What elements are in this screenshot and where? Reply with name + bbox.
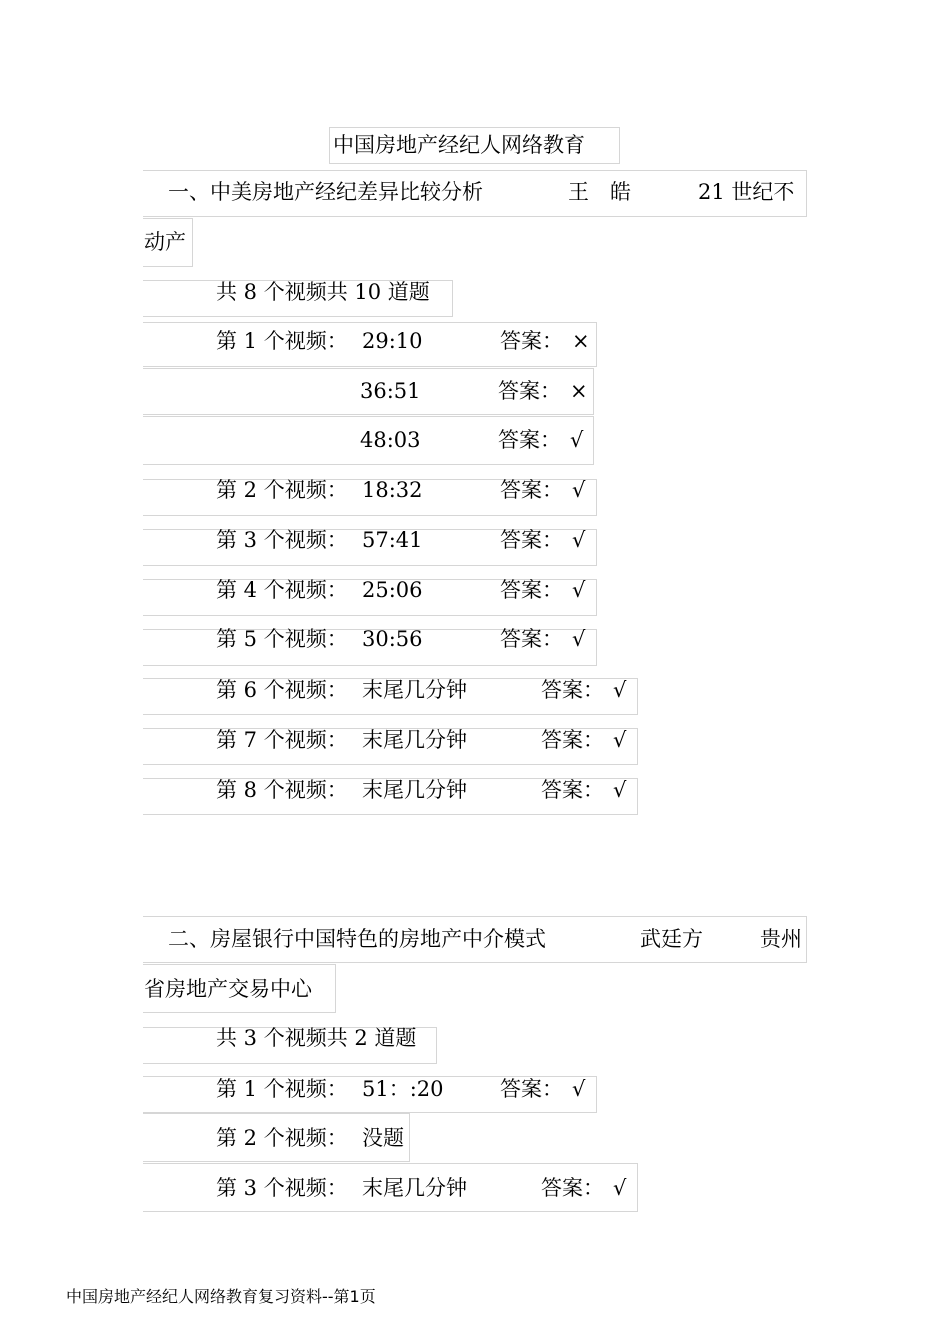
row-label: 第 3 个视频： <box>216 528 348 552</box>
row-answer-label: 答案： <box>541 1176 604 1200</box>
row-time: 没题 <box>362 1126 404 1150</box>
row-label: 第 3 个视频： <box>216 1176 348 1200</box>
row-time: 30:56 <box>362 627 423 651</box>
section1-author: 王 皓 <box>568 180 631 204</box>
row-label: 第 5 个视频： <box>216 627 348 651</box>
row-label: 第 2 个视频： <box>216 478 348 502</box>
row-answer-label: 答案： <box>500 329 563 353</box>
section2-org-part2: 省房地产交易中心 <box>144 977 312 1001</box>
row-label: 第 6 个视频： <box>216 678 348 702</box>
row-answer-label: 答案： <box>500 627 563 651</box>
row-answer: √ <box>572 1077 586 1101</box>
row-answer-label: 答案： <box>541 728 604 752</box>
page-footer: 中国房地产经纪人网络教育复习资料--第1页 <box>66 1287 376 1306</box>
section1-org-part2: 动产 <box>144 230 186 254</box>
row-answer: √ <box>572 478 586 502</box>
row-label: 第 7 个视频： <box>216 728 348 752</box>
section2-author: 武廷方 <box>640 927 703 951</box>
row-answer-label: 答案： <box>500 528 563 552</box>
row-answer: × <box>570 379 588 403</box>
section1-heading: 一、中美房地产经纪差异比较分析 <box>168 180 483 204</box>
page-title: 中国房地产经纪人网络教育 <box>333 133 585 157</box>
section1-summary: 共 8 个视频共 10 道题 <box>216 280 430 304</box>
row-answer: √ <box>572 578 586 602</box>
row-time: 18:32 <box>362 478 423 502</box>
row-time: 48:03 <box>360 428 421 452</box>
row-label: 第 1 个视频： <box>216 1077 348 1101</box>
section1-org-part1: 21 世纪不 <box>698 180 795 204</box>
row-time: 末尾几分钟 <box>362 778 467 802</box>
row-label: 第 1 个视频： <box>216 329 348 353</box>
row-time: 末尾几分钟 <box>362 678 467 702</box>
row-time: 25:06 <box>362 578 423 602</box>
row-time: 51：:20 <box>362 1077 444 1101</box>
row-answer-label: 答案： <box>500 578 563 602</box>
row-label: 第 8 个视频： <box>216 778 348 802</box>
row-answer: √ <box>613 1176 627 1200</box>
row-time: 29:10 <box>362 329 423 353</box>
row-answer-label: 答案： <box>500 1077 563 1101</box>
row-answer-label: 答案： <box>498 428 561 452</box>
row-time: 57:41 <box>362 528 423 552</box>
row-time: 36:51 <box>360 379 421 403</box>
row-time: 末尾几分钟 <box>362 728 467 752</box>
section2-summary: 共 3 个视频共 2 道题 <box>216 1026 417 1050</box>
section2-org-part1: 贵州 <box>760 927 802 951</box>
row-answer: √ <box>613 678 627 702</box>
section2-heading: 二、房屋银行中国特色的房地产中介模式 <box>168 927 546 951</box>
row-answer: √ <box>570 428 584 452</box>
row-time: 末尾几分钟 <box>362 1176 467 1200</box>
row-answer-label: 答案： <box>498 379 561 403</box>
row-answer-label: 答案： <box>541 678 604 702</box>
row-answer: √ <box>572 627 586 651</box>
row-answer: √ <box>613 728 627 752</box>
row-label: 第 2 个视频： <box>216 1126 348 1150</box>
row-answer: √ <box>572 528 586 552</box>
row-answer: × <box>572 329 590 353</box>
row-label: 第 4 个视频： <box>216 578 348 602</box>
row-answer-label: 答案： <box>541 778 604 802</box>
row-answer-label: 答案： <box>500 478 563 502</box>
row-answer: √ <box>613 778 627 802</box>
